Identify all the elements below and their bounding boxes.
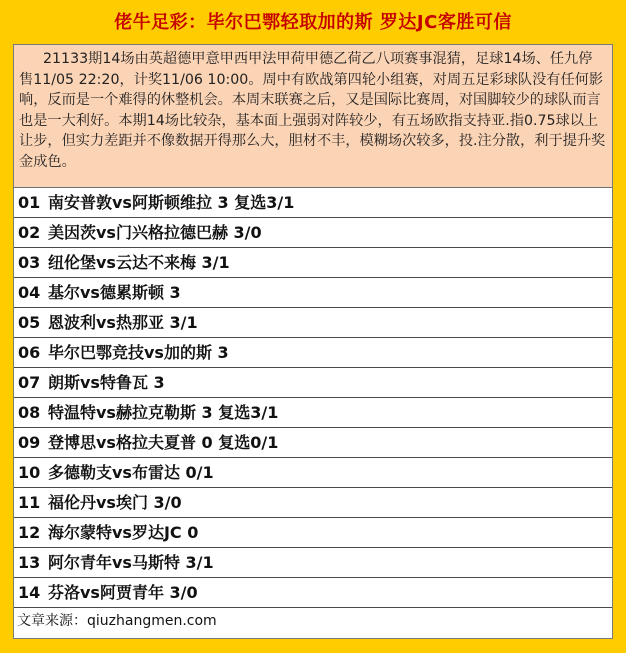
match-row bbox=[14, 548, 612, 578]
match-number: 11 bbox=[18, 493, 41, 512]
match-number: 06 bbox=[18, 343, 41, 362]
match-row bbox=[14, 398, 612, 428]
match-prediction: 特温特vs赫拉克勒斯 3 复选3/1 bbox=[48, 403, 279, 422]
match-number: 02 bbox=[18, 223, 41, 242]
match-number: 10 bbox=[18, 463, 41, 482]
intro-paragraph: 21133期14场由英超德甲意甲西甲法甲荷甲德乙荷乙八项赛事混猜，足球14场、任九停售11/05 22:20，计奖11/06 10:00。周中有欧战第四轮小组赛，对周五足彩球队没有任何影响，反而是一个难得的休整机会。本周末联赛之后，又是国际比赛周，对国脚较少的球队而言也是一大利好。本期14场比较杂，基本面上强弱对阵较少，有五场欧指支持亚.指0.75球以上让步，但实力差距并不像数据开得那么大，胆材不丰，模糊场次较多，投.注分散，利于提升奖金成色。 bbox=[14, 45, 612, 188]
match-prediction: 芬洛vs阿贾青年 3/0 bbox=[48, 583, 198, 602]
match-prediction: 阿尔青年vs马斯特 3/1 bbox=[48, 553, 214, 572]
page-title: 佬牛足彩：毕尔巴鄂轻取加的斯 罗达JC客胜可信 bbox=[114, 12, 512, 33]
match-prediction: 多德勒支vs布雷达 0/1 bbox=[48, 463, 214, 482]
match-row bbox=[14, 578, 612, 608]
match-prediction: 登博思vs格拉夫夏普 0 复选0/1 bbox=[48, 433, 279, 452]
match-prediction: 毕尔巴鄂竞技vs加的斯 3 bbox=[48, 343, 229, 362]
match-row bbox=[14, 338, 612, 368]
match-number: 13 bbox=[18, 553, 41, 572]
match-row bbox=[14, 248, 612, 278]
match-row bbox=[14, 368, 612, 398]
match-row bbox=[14, 428, 612, 458]
match-list bbox=[14, 188, 612, 608]
match-row bbox=[14, 518, 612, 548]
match-prediction: 海尔蒙特vs罗达JC 0 bbox=[48, 523, 199, 542]
match-number: 07 bbox=[18, 373, 41, 392]
content-panel bbox=[13, 44, 613, 639]
match-prediction: 福伦丹vs埃门 3/0 bbox=[48, 493, 182, 512]
match-row bbox=[14, 218, 612, 248]
match-prediction: 基尔vs德累斯顿 3 bbox=[48, 283, 181, 302]
match-row bbox=[14, 188, 612, 218]
match-row bbox=[14, 278, 612, 308]
match-number: 12 bbox=[18, 523, 41, 542]
match-number: 04 bbox=[18, 283, 41, 302]
match-number: 08 bbox=[18, 403, 41, 422]
match-number: 01 bbox=[18, 193, 41, 212]
match-number: 14 bbox=[18, 583, 41, 602]
match-number: 05 bbox=[18, 313, 41, 332]
article-source: 文章来源：qiuzhangmen.com bbox=[17, 613, 217, 629]
match-row bbox=[14, 308, 612, 338]
match-number: 09 bbox=[18, 433, 41, 452]
match-number: 03 bbox=[18, 253, 41, 272]
match-prediction: 恩波利vs热那亚 3/1 bbox=[48, 313, 198, 332]
match-prediction: 纽伦堡vs云达不来梅 3/1 bbox=[48, 253, 230, 272]
match-row bbox=[14, 488, 612, 518]
match-prediction: 南安普敦vs阿斯顿维拉 3 复选3/1 bbox=[48, 193, 295, 212]
match-prediction: 美因茨vs门兴格拉德巴赫 3/0 bbox=[48, 223, 262, 242]
match-row bbox=[14, 458, 612, 488]
match-prediction: 朗斯vs特鲁瓦 3 bbox=[48, 373, 165, 392]
